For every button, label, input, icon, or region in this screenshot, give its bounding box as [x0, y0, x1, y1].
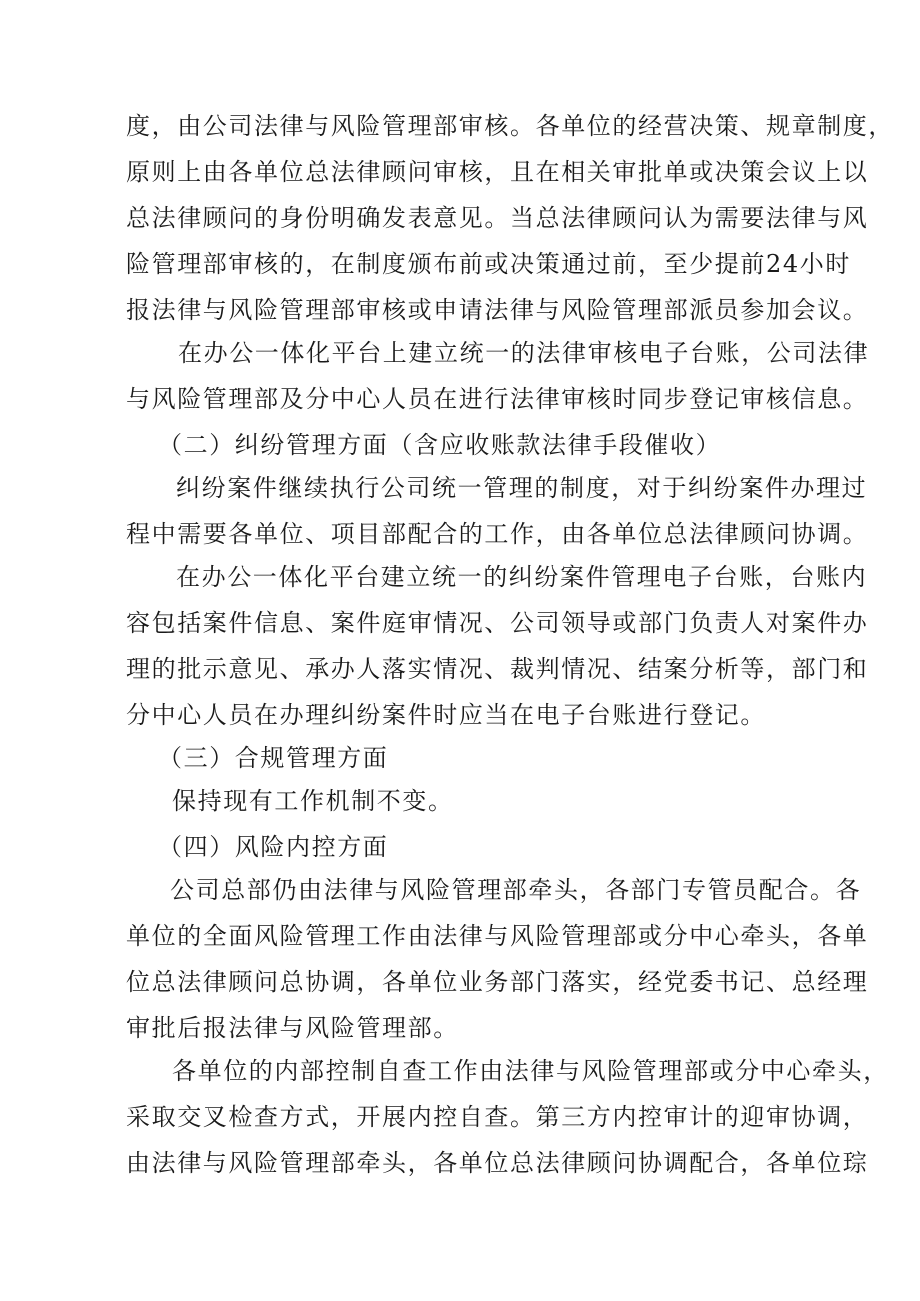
- body-text-line: 报法律与风险管理部审核或申请法律与风险管理部派员参加会议。: [126, 296, 869, 324]
- paragraph-first-line: 纠纷案件继续执行公司统一管理的制度，对于纠纷案件办理过: [176, 474, 868, 502]
- section-heading-compliance: （三）合规管理方面: [158, 744, 389, 772]
- body-text-line: 单位的全面风险管理工作由法律与风险管理部或分中心牵头，各单: [126, 922, 869, 950]
- body-text-line: 由法律与风险管理部牵头，各单位总法律顾问协调配合，各单位琮: [126, 1149, 869, 1177]
- body-text-line: 度，由公司法律与风险管理部审核。各单位的经营决策、规章制度，: [126, 112, 894, 140]
- body-text-line: 原则上由各单位总法律顾问审核，且在相关审批单或决策会议上以: [126, 158, 869, 186]
- body-text-line: 位总法律顾问总协调，各单位业务部门落实，经党委书记、总经理: [126, 968, 869, 996]
- body-text-line: 审批后报法律与风险管理部。: [126, 1014, 459, 1042]
- paragraph-first-line: 保持现有工作机制不变。: [172, 787, 454, 815]
- section-heading-dispute: （二）纠纷管理方面（含应收账款法律手段催收）: [158, 431, 722, 459]
- paragraph-first-line: 在办公一体化平台上建立统一的法律审核电子台账，公司法律: [178, 339, 870, 367]
- body-text-line: 理的批示意见、承办人落实情况、裁判情况、结案分析等，部门和: [126, 655, 869, 683]
- body-text-line: 与风险管理部及分中心人员在进行法律审核时同步登记审核信息。: [126, 385, 869, 413]
- paragraph-first-line: 各单位的内部控制自查工作由法律与风险管理部或分中心牵头，: [172, 1057, 889, 1085]
- section-heading-risk-control: （四）风险内控方面: [158, 833, 389, 861]
- body-text-line: 险管理部审核的，在制度颁布前或决策通过前，至少提前24小时: [126, 250, 851, 278]
- body-text-line: 分中心人员在办理纠纷案件时应当在电子台账进行登记。: [126, 701, 766, 729]
- body-text-line: 采取交叉检查方式，开展内控自查。第三方内控审计的迎审协调，: [126, 1103, 869, 1131]
- paragraph-first-line: 在办公一体化平台建立统一的纠纷案件管理电子台账，台账内: [176, 563, 868, 591]
- body-text-line: 程中需要各单位、项目部配合的工作，由各单位总法律顾问协调。: [126, 520, 869, 548]
- body-text-line: 总法律顾问的身份明确发表意见。当总法律顾问认为需要法律与风: [126, 204, 869, 232]
- body-text-line: 容包括案件信息、案件庭审情况、公司领导或部门负责人对案件办: [126, 609, 869, 637]
- paragraph-first-line: 公司总部仍由法律与风险管理部牵头，各部门专管员配合。各: [170, 876, 862, 904]
